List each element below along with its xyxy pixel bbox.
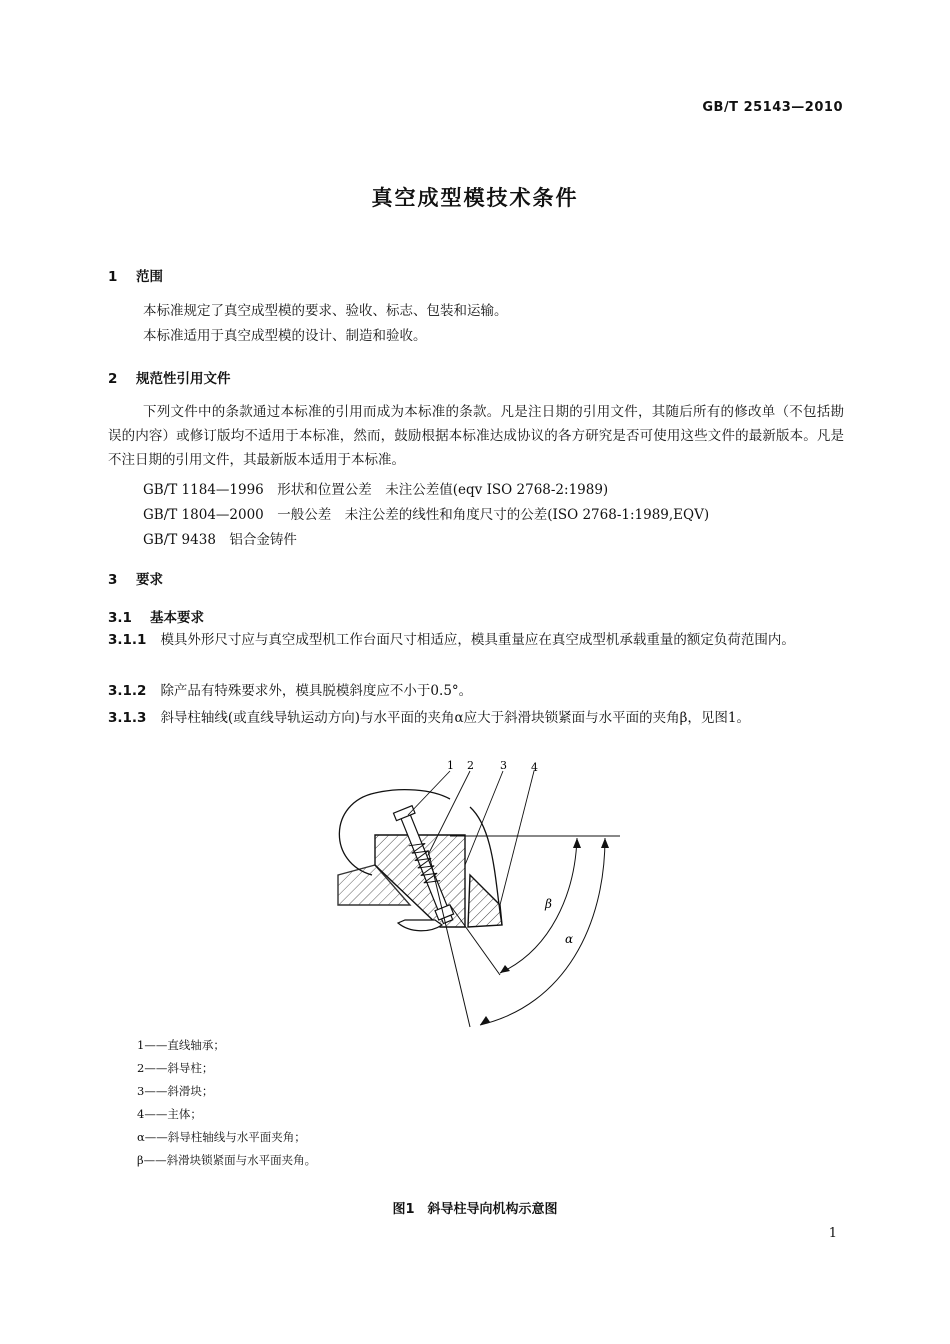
page-number: 1 <box>828 1226 837 1241</box>
legend-item: β——斜滑块锁紧面与水平面夹角。 <box>137 1153 317 1167</box>
section-title: 规范性引用文件 <box>136 371 231 387</box>
section-title: 范围 <box>136 269 163 285</box>
clause-3-1-2 <box>108 679 844 703</box>
figure-legend <box>137 1034 316 1172</box>
clause-number: 3.1.1 <box>108 632 147 648</box>
section-3-heading <box>108 568 163 588</box>
section-title: 要求 <box>136 572 163 588</box>
standard-number: GB/T 25143—2010 <box>702 100 843 115</box>
legend-item: 4——主体； <box>137 1107 202 1121</box>
section-2-intro: 下列文件中的条款通过本标准的引用而成为本标准的条款。凡是注日期的引用文件，其随后所有的修改单（不包括勘误的内容）或修订版均不适用于本标准，然而，鼓励根据本标准达成协议的各方研究是否可使用这些文件的最新版本。凡是不注日期的引用文件，其最新版本适用于本标准。 <box>108 404 844 468</box>
section-number: 1 <box>108 269 118 285</box>
legend-item: 3——斜滑块； <box>137 1084 214 1098</box>
clause-number: 3.1.3 <box>108 710 147 726</box>
alpha-label: α <box>565 932 574 946</box>
reference-item: GB/T 1184—1996 形状和位置公差 未注公差值(eqv ISO 2768-2:1989) <box>143 482 609 498</box>
legend-item: 2——斜导柱； <box>137 1061 214 1075</box>
section-1-paragraph-1: 本标准规定了真空成型模的要求、验收、标志、包装和运输。 <box>143 303 508 319</box>
clause-text: 斜导柱轴线(或直线导轨运动方向)与水平面的夹角α应大于斜滑块锁紧面与水平面的夹角β，见图1。 <box>160 710 750 726</box>
clause-number: 3.1.2 <box>108 683 147 699</box>
callout-3: 3 <box>500 759 507 772</box>
callout-1: 1 <box>447 759 454 772</box>
subsection-title: 基本要求 <box>150 610 204 626</box>
section-number: 2 <box>108 371 118 387</box>
clause-text: 除产品有特殊要求外，模具脱模斜度应不小于0.5°。 <box>160 683 473 699</box>
clause-text: 模具外形尺寸应与真空成型机工作台面尺寸相适应，模具重量应在真空成型机承载重量的额定负荷范围内。 <box>160 632 795 648</box>
legend-item: α——斜导柱轴线与水平面夹角； <box>137 1130 306 1144</box>
subsection-number: 3.1 <box>108 610 132 626</box>
section-2-heading <box>108 367 231 387</box>
subsection-3-1-heading <box>108 606 204 626</box>
callout-4: 4 <box>531 761 538 774</box>
beta-label: β <box>545 897 552 911</box>
section-1-heading <box>108 265 163 285</box>
slider-foot <box>398 920 442 931</box>
figure-1-diagram <box>320 755 630 1035</box>
reference-item: GB/T 1804—2000 一般公差 未注公差的线性和角度尺寸的公差(ISO 2768-1:1989,EQV) <box>143 507 710 523</box>
legend-item: 1——直线轴承； <box>137 1038 225 1052</box>
reference-item: GB/T 9438 铝合金铸件 <box>143 532 297 548</box>
clause-3-1-1 <box>108 628 844 652</box>
base-block-right <box>468 875 502 927</box>
clause-3-1-3 <box>108 706 844 730</box>
section-1-paragraph-2: 本标准适用于真空成型模的设计、制造和验收。 <box>143 328 427 344</box>
callout-2: 2 <box>467 759 474 772</box>
figure-caption: 图1 斜导柱导向机构示意图 <box>392 1202 558 1217</box>
alpha-arc <box>480 838 605 1025</box>
section-number: 3 <box>108 572 118 588</box>
page-title: 真空成型模技术条件 <box>371 186 579 210</box>
